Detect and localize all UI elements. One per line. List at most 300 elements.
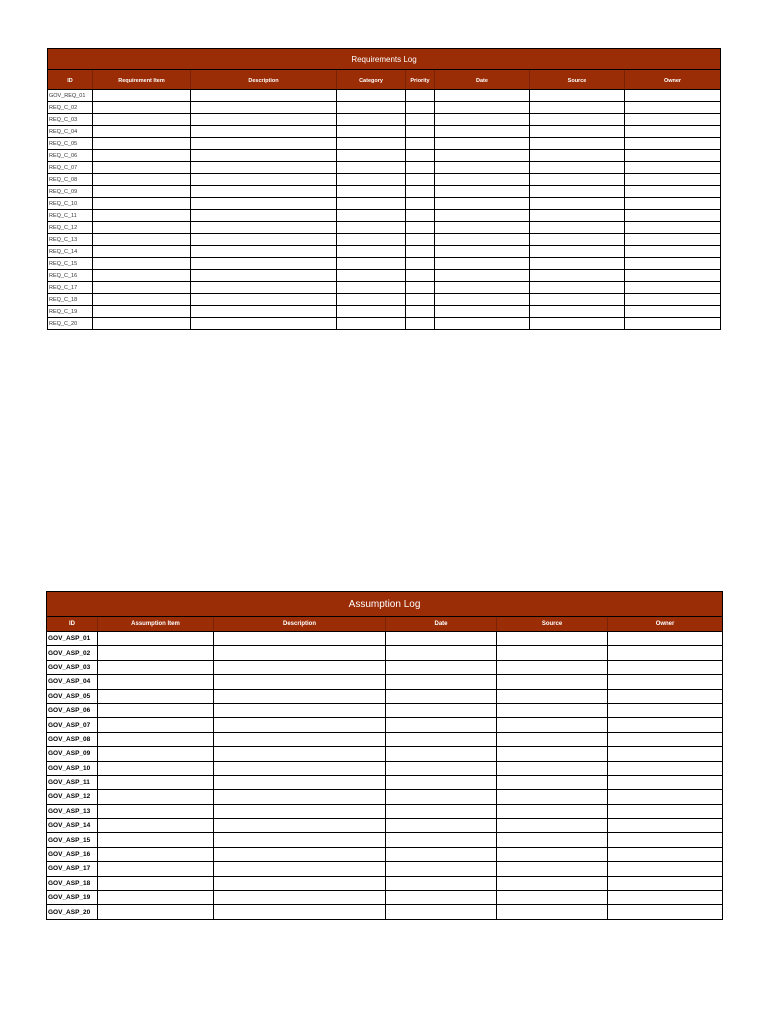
empty-cell[interactable] xyxy=(337,234,406,246)
empty-cell[interactable] xyxy=(337,138,406,150)
empty-cell[interactable] xyxy=(98,876,214,890)
empty-cell[interactable] xyxy=(337,222,406,234)
empty-cell[interactable] xyxy=(386,833,497,847)
empty-cell[interactable] xyxy=(530,246,625,258)
empty-cell[interactable] xyxy=(608,847,723,861)
empty-cell[interactable] xyxy=(435,162,530,174)
empty-cell[interactable] xyxy=(497,732,608,746)
empty-cell[interactable] xyxy=(386,718,497,732)
empty-cell[interactable] xyxy=(191,234,337,246)
empty-cell[interactable] xyxy=(406,246,435,258)
empty-cell[interactable] xyxy=(435,90,530,102)
empty-cell[interactable] xyxy=(530,150,625,162)
row-id-cell: GOV_ASP_18 xyxy=(47,876,98,890)
empty-cell[interactable] xyxy=(98,646,214,660)
empty-cell[interactable] xyxy=(435,258,530,270)
empty-cell[interactable] xyxy=(625,174,721,186)
empty-cell[interactable] xyxy=(406,162,435,174)
empty-cell[interactable] xyxy=(435,138,530,150)
empty-cell[interactable] xyxy=(214,747,386,761)
empty-cell[interactable] xyxy=(214,675,386,689)
header-priority: Priority xyxy=(406,70,435,90)
row-id-cell: GOV_ASP_05 xyxy=(47,689,98,703)
empty-cell[interactable] xyxy=(98,761,214,775)
empty-cell[interactable] xyxy=(191,150,337,162)
table-row xyxy=(48,306,721,318)
empty-cell[interactable] xyxy=(93,162,191,174)
row-id-cell: GOV_ASP_20 xyxy=(47,905,98,919)
empty-cell[interactable] xyxy=(625,150,721,162)
empty-cell[interactable] xyxy=(386,790,497,804)
empty-cell[interactable] xyxy=(530,210,625,222)
empty-cell[interactable] xyxy=(625,138,721,150)
empty-cell[interactable] xyxy=(386,862,497,876)
empty-cell[interactable] xyxy=(608,675,723,689)
header-category: Category xyxy=(337,70,406,90)
empty-cell[interactable] xyxy=(625,186,721,198)
empty-cell[interactable] xyxy=(435,210,530,222)
empty-cell[interactable] xyxy=(93,138,191,150)
empty-cell[interactable] xyxy=(497,747,608,761)
empty-cell[interactable] xyxy=(214,833,386,847)
empty-cell[interactable] xyxy=(497,646,608,660)
row-id-cell: GOV_ASP_10 xyxy=(47,761,98,775)
empty-cell[interactable] xyxy=(337,150,406,162)
empty-cell[interactable] xyxy=(406,234,435,246)
empty-cell[interactable] xyxy=(98,804,214,818)
empty-cell[interactable] xyxy=(435,294,530,306)
empty-cell[interactable] xyxy=(386,819,497,833)
empty-cell[interactable] xyxy=(386,804,497,818)
table-row xyxy=(48,90,721,102)
empty-cell[interactable] xyxy=(93,294,191,306)
empty-cell[interactable] xyxy=(625,234,721,246)
table-row xyxy=(47,819,723,833)
empty-cell[interactable] xyxy=(497,847,608,861)
empty-cell[interactable] xyxy=(625,162,721,174)
row-id-cell: REQ_C_08 xyxy=(48,174,93,186)
empty-cell[interactable] xyxy=(497,660,608,674)
empty-cell[interactable] xyxy=(608,905,723,919)
empty-cell[interactable] xyxy=(93,150,191,162)
row-id-cell: GOV_ASP_16 xyxy=(47,847,98,861)
empty-cell[interactable] xyxy=(608,876,723,890)
empty-cell[interactable] xyxy=(93,270,191,282)
header-assumption-item: Assumption Item xyxy=(98,617,214,632)
row-id-cell: REQ_C_02 xyxy=(48,102,93,114)
empty-cell[interactable] xyxy=(625,210,721,222)
empty-cell[interactable] xyxy=(435,174,530,186)
empty-cell[interactable] xyxy=(93,198,191,210)
empty-cell[interactable] xyxy=(337,258,406,270)
empty-cell[interactable] xyxy=(93,306,191,318)
empty-cell[interactable] xyxy=(386,689,497,703)
empty-cell[interactable] xyxy=(337,306,406,318)
empty-cell[interactable] xyxy=(337,282,406,294)
empty-cell[interactable] xyxy=(386,675,497,689)
empty-cell[interactable] xyxy=(98,675,214,689)
table-row xyxy=(48,126,721,138)
empty-cell[interactable] xyxy=(435,282,530,294)
empty-cell[interactable] xyxy=(191,114,337,126)
empty-cell[interactable] xyxy=(214,632,386,646)
empty-cell[interactable] xyxy=(530,306,625,318)
empty-cell[interactable] xyxy=(530,186,625,198)
empty-cell[interactable] xyxy=(98,660,214,674)
empty-cell[interactable] xyxy=(386,660,497,674)
empty-cell[interactable] xyxy=(406,210,435,222)
row-id-cell: GOV_ASP_06 xyxy=(47,703,98,717)
empty-cell[interactable] xyxy=(93,186,191,198)
empty-cell[interactable] xyxy=(93,174,191,186)
assumption-log-title: Assumption Log xyxy=(47,592,723,617)
empty-cell[interactable] xyxy=(608,689,723,703)
empty-cell[interactable] xyxy=(214,718,386,732)
empty-cell[interactable] xyxy=(93,234,191,246)
empty-cell[interactable] xyxy=(530,174,625,186)
empty-cell[interactable] xyxy=(214,819,386,833)
empty-cell[interactable] xyxy=(191,246,337,258)
header-description: Description xyxy=(191,70,337,90)
empty-cell[interactable] xyxy=(98,718,214,732)
empty-cell[interactable] xyxy=(337,270,406,282)
table-row xyxy=(48,210,721,222)
header-requirement-item: Requirement Item xyxy=(93,70,191,90)
table-row xyxy=(48,150,721,162)
empty-cell[interactable] xyxy=(530,270,625,282)
empty-cell[interactable] xyxy=(406,102,435,114)
empty-cell[interactable] xyxy=(497,819,608,833)
empty-cell[interactable] xyxy=(497,891,608,905)
empty-cell[interactable] xyxy=(435,186,530,198)
empty-cell[interactable] xyxy=(530,126,625,138)
empty-cell[interactable] xyxy=(214,646,386,660)
empty-cell[interactable] xyxy=(337,114,406,126)
empty-cell[interactable] xyxy=(435,114,530,126)
empty-cell[interactable] xyxy=(406,222,435,234)
empty-cell[interactable] xyxy=(530,222,625,234)
empty-cell[interactable] xyxy=(98,833,214,847)
empty-cell[interactable] xyxy=(530,90,625,102)
empty-cell[interactable] xyxy=(386,632,497,646)
empty-cell[interactable] xyxy=(497,862,608,876)
empty-cell[interactable] xyxy=(214,876,386,890)
table-row xyxy=(48,222,721,234)
table-row xyxy=(47,905,723,919)
requirements-log-header-row xyxy=(48,70,721,90)
empty-cell[interactable] xyxy=(98,775,214,789)
empty-cell[interactable] xyxy=(608,646,723,660)
table-row xyxy=(48,294,721,306)
empty-cell[interactable] xyxy=(214,804,386,818)
empty-cell[interactable] xyxy=(625,294,721,306)
empty-cell[interactable] xyxy=(98,632,214,646)
empty-cell[interactable] xyxy=(337,198,406,210)
row-id-cell: GOV_ASP_15 xyxy=(47,833,98,847)
empty-cell[interactable] xyxy=(497,876,608,890)
row-id-cell: GOV_ASP_17 xyxy=(47,862,98,876)
row-id-cell: GOV_ASP_07 xyxy=(47,718,98,732)
empty-cell[interactable] xyxy=(214,761,386,775)
empty-cell[interactable] xyxy=(98,732,214,746)
table-row xyxy=(47,761,723,775)
row-id-cell: GOV_ASP_03 xyxy=(47,660,98,674)
empty-cell[interactable] xyxy=(98,819,214,833)
empty-cell[interactable] xyxy=(608,632,723,646)
table-row xyxy=(48,234,721,246)
empty-cell[interactable] xyxy=(608,862,723,876)
empty-cell[interactable] xyxy=(608,732,723,746)
empty-cell[interactable] xyxy=(337,186,406,198)
row-id-cell: GOV_REQ_01 xyxy=(48,90,93,102)
empty-cell[interactable] xyxy=(191,318,337,330)
empty-cell[interactable] xyxy=(337,102,406,114)
empty-cell[interactable] xyxy=(497,905,608,919)
empty-cell[interactable] xyxy=(191,258,337,270)
empty-cell[interactable] xyxy=(191,282,337,294)
empty-cell[interactable] xyxy=(386,761,497,775)
empty-cell[interactable] xyxy=(337,246,406,258)
empty-cell[interactable] xyxy=(406,114,435,126)
empty-cell[interactable] xyxy=(406,126,435,138)
empty-cell[interactable] xyxy=(625,318,721,330)
empty-cell[interactable] xyxy=(608,747,723,761)
empty-cell[interactable] xyxy=(530,102,625,114)
empty-cell[interactable] xyxy=(337,294,406,306)
empty-cell[interactable] xyxy=(93,222,191,234)
empty-cell[interactable] xyxy=(191,270,337,282)
empty-cell[interactable] xyxy=(191,306,337,318)
empty-cell[interactable] xyxy=(435,306,530,318)
empty-cell[interactable] xyxy=(98,703,214,717)
requirements-log-title: Requirements Log xyxy=(48,49,721,70)
empty-cell[interactable] xyxy=(98,891,214,905)
empty-cell[interactable] xyxy=(406,270,435,282)
empty-cell[interactable] xyxy=(214,660,386,674)
empty-cell[interactable] xyxy=(530,138,625,150)
empty-cell[interactable] xyxy=(337,318,406,330)
empty-cell[interactable] xyxy=(406,258,435,270)
empty-cell[interactable] xyxy=(191,138,337,150)
row-id-cell: REQ_C_05 xyxy=(48,138,93,150)
empty-cell[interactable] xyxy=(406,306,435,318)
empty-cell[interactable] xyxy=(386,847,497,861)
empty-cell[interactable] xyxy=(93,90,191,102)
empty-cell[interactable] xyxy=(214,703,386,717)
empty-cell[interactable] xyxy=(191,126,337,138)
empty-cell[interactable] xyxy=(98,747,214,761)
empty-cell[interactable] xyxy=(530,114,625,126)
empty-cell[interactable] xyxy=(386,905,497,919)
empty-cell[interactable] xyxy=(530,258,625,270)
empty-cell[interactable] xyxy=(435,102,530,114)
empty-cell[interactable] xyxy=(406,282,435,294)
empty-cell[interactable] xyxy=(191,198,337,210)
empty-cell[interactable] xyxy=(214,862,386,876)
empty-cell[interactable] xyxy=(625,126,721,138)
empty-cell[interactable] xyxy=(497,833,608,847)
row-id-cell: REQ_C_15 xyxy=(48,258,93,270)
empty-cell[interactable] xyxy=(625,246,721,258)
empty-cell[interactable] xyxy=(406,294,435,306)
empty-cell[interactable] xyxy=(386,732,497,746)
header-id: ID xyxy=(48,70,93,90)
table-row xyxy=(48,246,721,258)
empty-cell[interactable] xyxy=(406,150,435,162)
empty-cell[interactable] xyxy=(435,270,530,282)
empty-cell[interactable] xyxy=(435,318,530,330)
empty-cell[interactable] xyxy=(98,689,214,703)
empty-cell[interactable] xyxy=(93,210,191,222)
assumption-log-body xyxy=(47,632,723,920)
table-row xyxy=(47,862,723,876)
empty-cell[interactable] xyxy=(435,198,530,210)
empty-cell[interactable] xyxy=(406,90,435,102)
empty-cell[interactable] xyxy=(530,282,625,294)
assumption-log-header-row xyxy=(47,617,723,632)
empty-cell[interactable] xyxy=(214,847,386,861)
row-id-cell: GOV_ASP_11 xyxy=(47,775,98,789)
empty-cell[interactable] xyxy=(608,775,723,789)
empty-cell[interactable] xyxy=(337,210,406,222)
table-row xyxy=(47,804,723,818)
empty-cell[interactable] xyxy=(98,847,214,861)
empty-cell[interactable] xyxy=(214,689,386,703)
empty-cell[interactable] xyxy=(214,905,386,919)
table-row xyxy=(47,790,723,804)
empty-cell[interactable] xyxy=(608,761,723,775)
empty-cell[interactable] xyxy=(337,162,406,174)
row-id-cell: REQ_C_03 xyxy=(48,114,93,126)
empty-cell[interactable] xyxy=(191,222,337,234)
empty-cell[interactable] xyxy=(191,102,337,114)
empty-cell[interactable] xyxy=(93,126,191,138)
table-row xyxy=(48,138,721,150)
table-row xyxy=(47,876,723,890)
table-row xyxy=(48,114,721,126)
empty-cell[interactable] xyxy=(191,90,337,102)
empty-cell[interactable] xyxy=(406,174,435,186)
empty-cell[interactable] xyxy=(93,246,191,258)
table-row xyxy=(47,660,723,674)
empty-cell[interactable] xyxy=(530,234,625,246)
empty-cell[interactable] xyxy=(497,689,608,703)
empty-cell[interactable] xyxy=(497,632,608,646)
empty-cell[interactable] xyxy=(625,198,721,210)
table-row xyxy=(47,891,723,905)
empty-cell[interactable] xyxy=(608,790,723,804)
empty-cell[interactable] xyxy=(214,891,386,905)
empty-cell[interactable] xyxy=(625,282,721,294)
empty-cell[interactable] xyxy=(191,294,337,306)
table-row xyxy=(47,703,723,717)
empty-cell[interactable] xyxy=(386,775,497,789)
empty-cell[interactable] xyxy=(608,804,723,818)
empty-cell[interactable] xyxy=(497,804,608,818)
empty-cell[interactable] xyxy=(214,790,386,804)
row-id-cell: GOV_ASP_12 xyxy=(47,790,98,804)
empty-cell[interactable] xyxy=(435,126,530,138)
empty-cell[interactable] xyxy=(608,833,723,847)
empty-cell[interactable] xyxy=(625,222,721,234)
empty-cell[interactable] xyxy=(435,222,530,234)
empty-cell[interactable] xyxy=(406,138,435,150)
empty-cell[interactable] xyxy=(625,114,721,126)
empty-cell[interactable] xyxy=(191,186,337,198)
empty-cell[interactable] xyxy=(191,210,337,222)
empty-cell[interactable] xyxy=(93,318,191,330)
empty-cell[interactable] xyxy=(386,646,497,660)
empty-cell[interactable] xyxy=(497,718,608,732)
empty-cell[interactable] xyxy=(214,732,386,746)
empty-cell[interactable] xyxy=(191,174,337,186)
empty-cell[interactable] xyxy=(191,162,337,174)
empty-cell[interactable] xyxy=(625,258,721,270)
table-row xyxy=(48,162,721,174)
row-id-cell: GOV_ASP_09 xyxy=(47,747,98,761)
empty-cell[interactable] xyxy=(406,198,435,210)
empty-cell[interactable] xyxy=(386,891,497,905)
empty-cell[interactable] xyxy=(386,747,497,761)
table-row xyxy=(48,102,721,114)
table-row xyxy=(48,186,721,198)
empty-cell[interactable] xyxy=(406,186,435,198)
empty-cell[interactable] xyxy=(337,90,406,102)
empty-cell[interactable] xyxy=(625,306,721,318)
empty-cell[interactable] xyxy=(214,775,386,789)
empty-cell[interactable] xyxy=(530,294,625,306)
empty-cell[interactable] xyxy=(406,318,435,330)
empty-cell[interactable] xyxy=(625,270,721,282)
header-id: ID xyxy=(47,617,98,632)
empty-cell[interactable] xyxy=(608,819,723,833)
empty-cell[interactable] xyxy=(337,174,406,186)
empty-cell[interactable] xyxy=(386,703,497,717)
table-row xyxy=(47,747,723,761)
empty-cell[interactable] xyxy=(608,718,723,732)
empty-cell[interactable] xyxy=(608,891,723,905)
empty-cell[interactable] xyxy=(98,790,214,804)
empty-cell[interactable] xyxy=(435,234,530,246)
row-id-cell: REQ_C_13 xyxy=(48,234,93,246)
empty-cell[interactable] xyxy=(435,246,530,258)
empty-cell[interactable] xyxy=(337,126,406,138)
table-row xyxy=(48,318,721,330)
empty-cell[interactable] xyxy=(497,703,608,717)
row-id-cell: GOV_ASP_01 xyxy=(47,632,98,646)
empty-cell[interactable] xyxy=(93,102,191,114)
empty-cell[interactable] xyxy=(608,703,723,717)
empty-cell[interactable] xyxy=(530,162,625,174)
empty-cell[interactable] xyxy=(93,282,191,294)
empty-cell[interactable] xyxy=(497,790,608,804)
empty-cell[interactable] xyxy=(93,258,191,270)
empty-cell[interactable] xyxy=(98,862,214,876)
row-id-cell: GOV_ASP_08 xyxy=(47,732,98,746)
empty-cell[interactable] xyxy=(625,102,721,114)
empty-cell[interactable] xyxy=(625,90,721,102)
empty-cell[interactable] xyxy=(497,761,608,775)
empty-cell[interactable] xyxy=(497,775,608,789)
empty-cell[interactable] xyxy=(530,318,625,330)
empty-cell[interactable] xyxy=(93,114,191,126)
empty-cell[interactable] xyxy=(497,675,608,689)
empty-cell[interactable] xyxy=(608,660,723,674)
empty-cell[interactable] xyxy=(530,198,625,210)
empty-cell[interactable] xyxy=(98,905,214,919)
empty-cell[interactable] xyxy=(386,876,497,890)
empty-cell[interactable] xyxy=(435,150,530,162)
